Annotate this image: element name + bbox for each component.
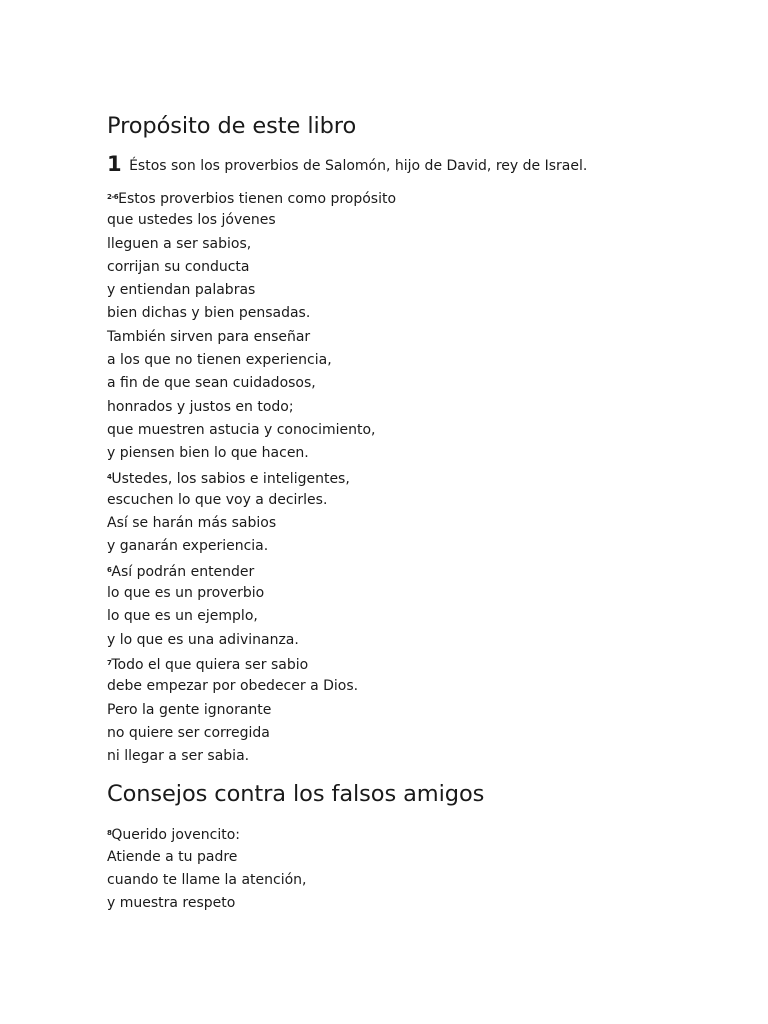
verse-text: a fin de que sean cuidadosos, (107, 375, 316, 392)
verse-number: 7 (107, 658, 112, 667)
verse-text: Atiende a tu padre (107, 848, 238, 865)
verse-text: bien dichas y bien pensadas. (107, 305, 311, 322)
verse-line (107, 233, 727, 256)
verse-line (107, 846, 727, 869)
verse-text: corrijan su conducta (107, 258, 250, 275)
verse-line (107, 745, 727, 768)
verse-text: y piensen bien lo que hacen. (107, 445, 309, 462)
document-page (107, 108, 727, 916)
verse-text: ni llegar a ser sabia. (107, 748, 250, 765)
verse-line (107, 892, 727, 915)
verse-line (107, 822, 727, 845)
verse-text: y ganarán experiencia. (107, 538, 269, 555)
verse-text: Todo el que quiera ser sabio (111, 656, 309, 673)
verse-line (107, 489, 727, 512)
verse-block-false-friends (107, 822, 727, 915)
verse-text: cuando te llame la atención, (107, 872, 307, 889)
verse-text: honrados y justos en todo; (107, 398, 294, 415)
verse-line (107, 302, 727, 325)
verse-line (107, 186, 727, 209)
verse-text: lo que es un ejemplo, (107, 608, 258, 625)
verse-block-purpose (107, 186, 727, 768)
verse-text: y lo que es una adivinanza. (107, 631, 299, 648)
chapter-number: 1 (107, 152, 122, 176)
verse-line (107, 442, 727, 465)
verse-line (107, 605, 727, 628)
verse-line (107, 396, 727, 419)
verse-line (107, 582, 727, 605)
verse-text: que muestren astucia y conocimiento, (107, 421, 376, 438)
verse-line (107, 419, 727, 442)
verse-number: 2-6 (107, 193, 119, 201)
verse-text: Así se harán más sabios (107, 515, 277, 532)
chapter-intro (107, 150, 727, 178)
verse-text: a los que no tienen experiencia, (107, 352, 332, 369)
verse-line (107, 675, 727, 698)
verse-text: Pero la gente ignorante (107, 701, 272, 718)
verse-line (107, 559, 727, 582)
verse-line (107, 869, 727, 892)
verse-number: 8 (107, 829, 112, 838)
verse-text: debe empezar por obedecer a Dios. (107, 678, 359, 695)
section-heading-false-friends: Consejos contra los falsos amigos (107, 781, 485, 808)
verse-text: También sirven para enseñar (107, 328, 311, 345)
verse-line (107, 349, 727, 372)
verse-line (107, 699, 727, 722)
verse-number: 4 (107, 472, 112, 481)
verse-line (107, 629, 727, 652)
verse-text: Estos proverbios tienen como propósito (118, 191, 397, 207)
verse-line (107, 535, 727, 558)
verse-text: Querido jovencito: (111, 827, 241, 844)
verse-text: y muestra respeto (107, 895, 236, 912)
verse-text: Ustedes, los sabios e inteligentes, (111, 470, 350, 487)
verse-text: lleguen a ser sabios, (107, 235, 252, 252)
verse-line (107, 256, 727, 279)
verse-text: escuchen lo que voy a decirles. (107, 491, 328, 508)
chapter-intro-text: Éstos son los proverbios de Salomón, hijo de David, rey de Israel. (129, 158, 588, 174)
verse-number: 6 (107, 565, 112, 574)
verse-text: Así podrán entender (111, 563, 255, 580)
verse-line (107, 209, 727, 232)
verse-line (107, 372, 727, 395)
verse-text: no quiere ser corregida (107, 724, 270, 741)
verse-line (107, 466, 727, 489)
section-heading-purpose: Propósito de este libro (107, 113, 357, 139)
verse-line (107, 326, 727, 349)
verse-text: que ustedes los jóvenes (107, 212, 276, 229)
verse-line (107, 512, 727, 535)
verse-line (107, 652, 727, 675)
verse-line (107, 722, 727, 745)
verse-text: lo que es un proverbio (107, 585, 265, 602)
verse-text: y entiendan palabras (107, 282, 256, 299)
verse-line (107, 279, 727, 302)
